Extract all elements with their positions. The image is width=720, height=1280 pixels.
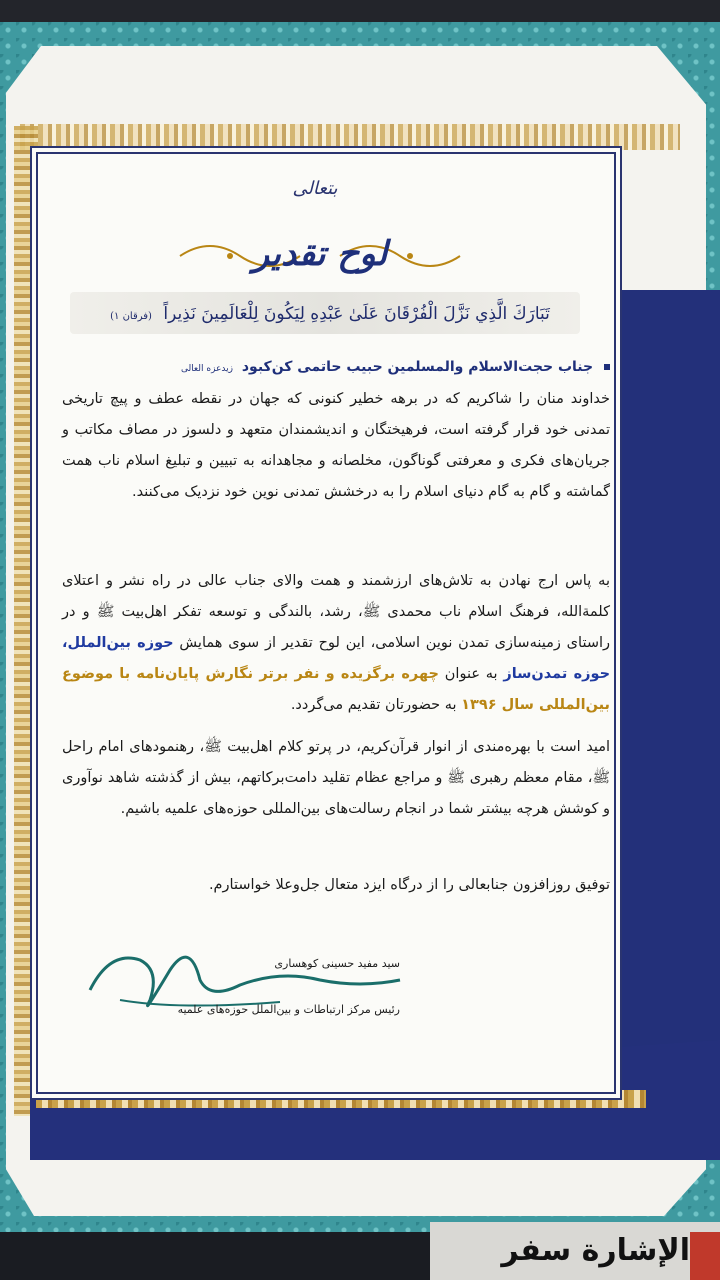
recipient-name: جناب حجت‌الاسلام والمسلمین حبیب حاتمی کن‌کبود <box>241 359 594 375</box>
highlight-award: چهره برگزیده و نفر برتر نگارش پایان‌نامه با موضوع بین‌المللی سال ۱۳۹۶ <box>62 666 610 713</box>
verse-reference: (فرقان ۱) <box>110 311 152 322</box>
paragraph-2 <box>62 566 610 750</box>
poster-red-stripe <box>690 1232 720 1280</box>
recipient-honorific: زیدعزه العالی <box>180 364 233 374</box>
signer-name: سید مفید حسینی کوهساری <box>274 957 400 970</box>
blue-side-band <box>610 290 720 1050</box>
paragraph-2-part-b: به عنوان <box>444 666 498 682</box>
gold-ornament-left <box>14 126 38 1116</box>
paragraph-2-part-a: به پاس ارج نهادن به تلاش‌های ارزشمند و همت والای جناب عالی در راه نشر و اعتلای کلمة‌الله، فرهنگ اسلام ناب محمدی ﷺ، رشد، بالندگی و توسعه تفکر اهل‌بیت ﷺ و در راستای زمینه‌سازی تمدن نوین اسلامی، این لوح تقدیر از سوی همایش <box>62 573 610 651</box>
paragraph-4: توفیق روزافزون جنابعالی را از درگاه ایزد متعال جل‌وعلا خواستارم. <box>208 877 610 893</box>
highlight-event: حوزه بین‌الملل، حوزه تمدن‌ساز <box>62 635 611 682</box>
recipient-line <box>180 352 610 382</box>
header-calligraphy: بتعالی <box>292 178 338 199</box>
quran-verse <box>80 296 580 332</box>
bullet-icon <box>604 364 610 370</box>
signer-title: رئیس مرکز ارتباطات و بین‌الملل حوزه‌های علمیه <box>177 1003 400 1016</box>
verse-text: تَبَارَكَ الَّذِي نَزَّلَ الْفُرْقَانَ عَلَىٰ عَبْدِهِ لِيَكُونَ لِلْعَالَمِينَ نَذِيراً <box>163 304 550 324</box>
certificate-title: لوح تقدیر <box>252 234 388 274</box>
paragraph-1: خداوند منان را شاکریم که در برهه خطیر کنونی که جهان در نقطه عطف و پیچ تاریخی تمدنی خود قرار گرفته است، فرهیختگان و اندیشمندان متعهد و دلسوز در مصاف مکاتب و جریان‌های فکری و معرفتی گوناگون، مخلصانه و مجاهدانه به تبیین و تبلیغ اسلام ناب همت گماشته و گام به گام دنیای اسلام را به درخشش تمدنی نوین خود نزدیک می‌کنند. <box>62 391 610 500</box>
paragraph-2-part-c: به حضورتان تقدیم می‌گردد. <box>290 697 457 713</box>
paragraph-3: امید است با بهره‌مندی از انوار قرآن‌کریم، در پرتو کلام اهل‌بیت ﷺ، رهنمودهای امام راحل ﷺ، مقام معظم رهبری ﷺ و مراجع عظام تقلید دامت‌برکاتهم، بیش از گذشته شاهد نوآوری و کوشش هرچه بیشتر شما در انجام رسالت‌های بین‌المللی حوزه‌های علمیه باشیم. <box>62 739 610 817</box>
poster-text: الإشارة سفر <box>501 1233 690 1268</box>
gold-ornament-top <box>20 124 680 150</box>
